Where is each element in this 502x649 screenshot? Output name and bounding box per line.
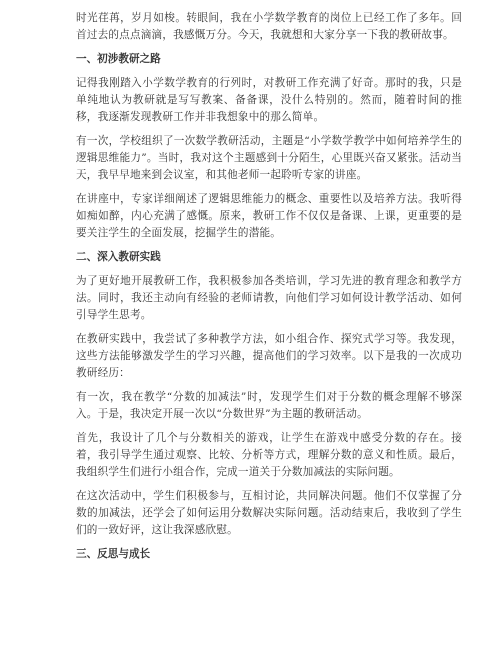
section-heading-3: 三、反思与成长 (76, 548, 151, 560)
section-1-paragraph-3: 在讲座中，专家详细阐述了逻辑思维能力的概念、重要性以及培养方法。我听得如痴如醉，内心充满了感慨。原来，教研工作不仅仅是备课、上课，更重要的是要关注学生的全面发展，挖掘学生的潜能。 (76, 193, 462, 239)
section-2-paragraph-5: 在这次活动中，学生们积极参与，互相讨论，共同解决问题。他们不仅掌握了分数的加减法，还学会了如何运用分数解决实际问题。活动结束后，我收到了学生们的一致好评，这让我深感欣慰。 (76, 490, 462, 536)
section-2-paragraph-2: 在教研实践中，我尝试了多种教学方法，如小组合作、探究式学习等。我发现，这些方法能够激发学生的学习兴趣，提高他们的学习效率。以下是我的一次成功教研经历： (76, 333, 462, 379)
intro-paragraph: 时光荏苒，岁月如梭。转眼间，我在小学数学教育的岗位上已经工作了多年。回首过去的点点滴滴，我感慨万分。今天，我就想和大家分享一下我的教研故事。 (76, 12, 462, 41)
section-heading-1: 一、初涉教研之路 (76, 53, 161, 65)
section-1-paragraph-2: 有一次，学校组织了一次数学教研活动，主题是“小学数学教学中如何培养学生的逻辑思维能力”。当时，我对这个主题感到十分陌生，心里既兴奋又紧张。活动当天，我早早地来到会议室，和其他老师一起聆听专家的讲座。 (76, 135, 462, 181)
section-1-paragraph-1: 记得我刚踏入小学数学教育的行列时，对教研工作充满了好奇。那时的我，只是单纯地认为教研就是写写教案、备备课，没什么特别的。然而，随着时间的推移，我逐渐发现教研工作并非我想象中的那么简单。 (76, 77, 462, 123)
section-2-paragraph-3: 有一次，我在教学“分数的加减法”时，发现学生们对于分数的概念理解不够深入。于是，我决定开展一次以“分数世界”为主题的教研活动。 (76, 391, 462, 420)
section-2-paragraph-4: 首先，我设计了几个与分数相关的游戏，让学生在游戏中感受分数的存在。接着，我引导学生通过观察、比较、分析等方式，理解分数的意义和性质。最后，我组织学生们进行小组合作，完成一道关于分数加减法的实际问题。 (76, 432, 462, 478)
section-2-paragraph-1: 为了更好地开展教研工作，我积极参加各类培训，学习先进的教育理念和教学方法。同时，我还主动向有经验的老师请教，向他们学习如何设计教学活动、如何引导学生思考。 (76, 275, 462, 321)
section-heading-2: 二、深入教研实践 (76, 251, 161, 263)
